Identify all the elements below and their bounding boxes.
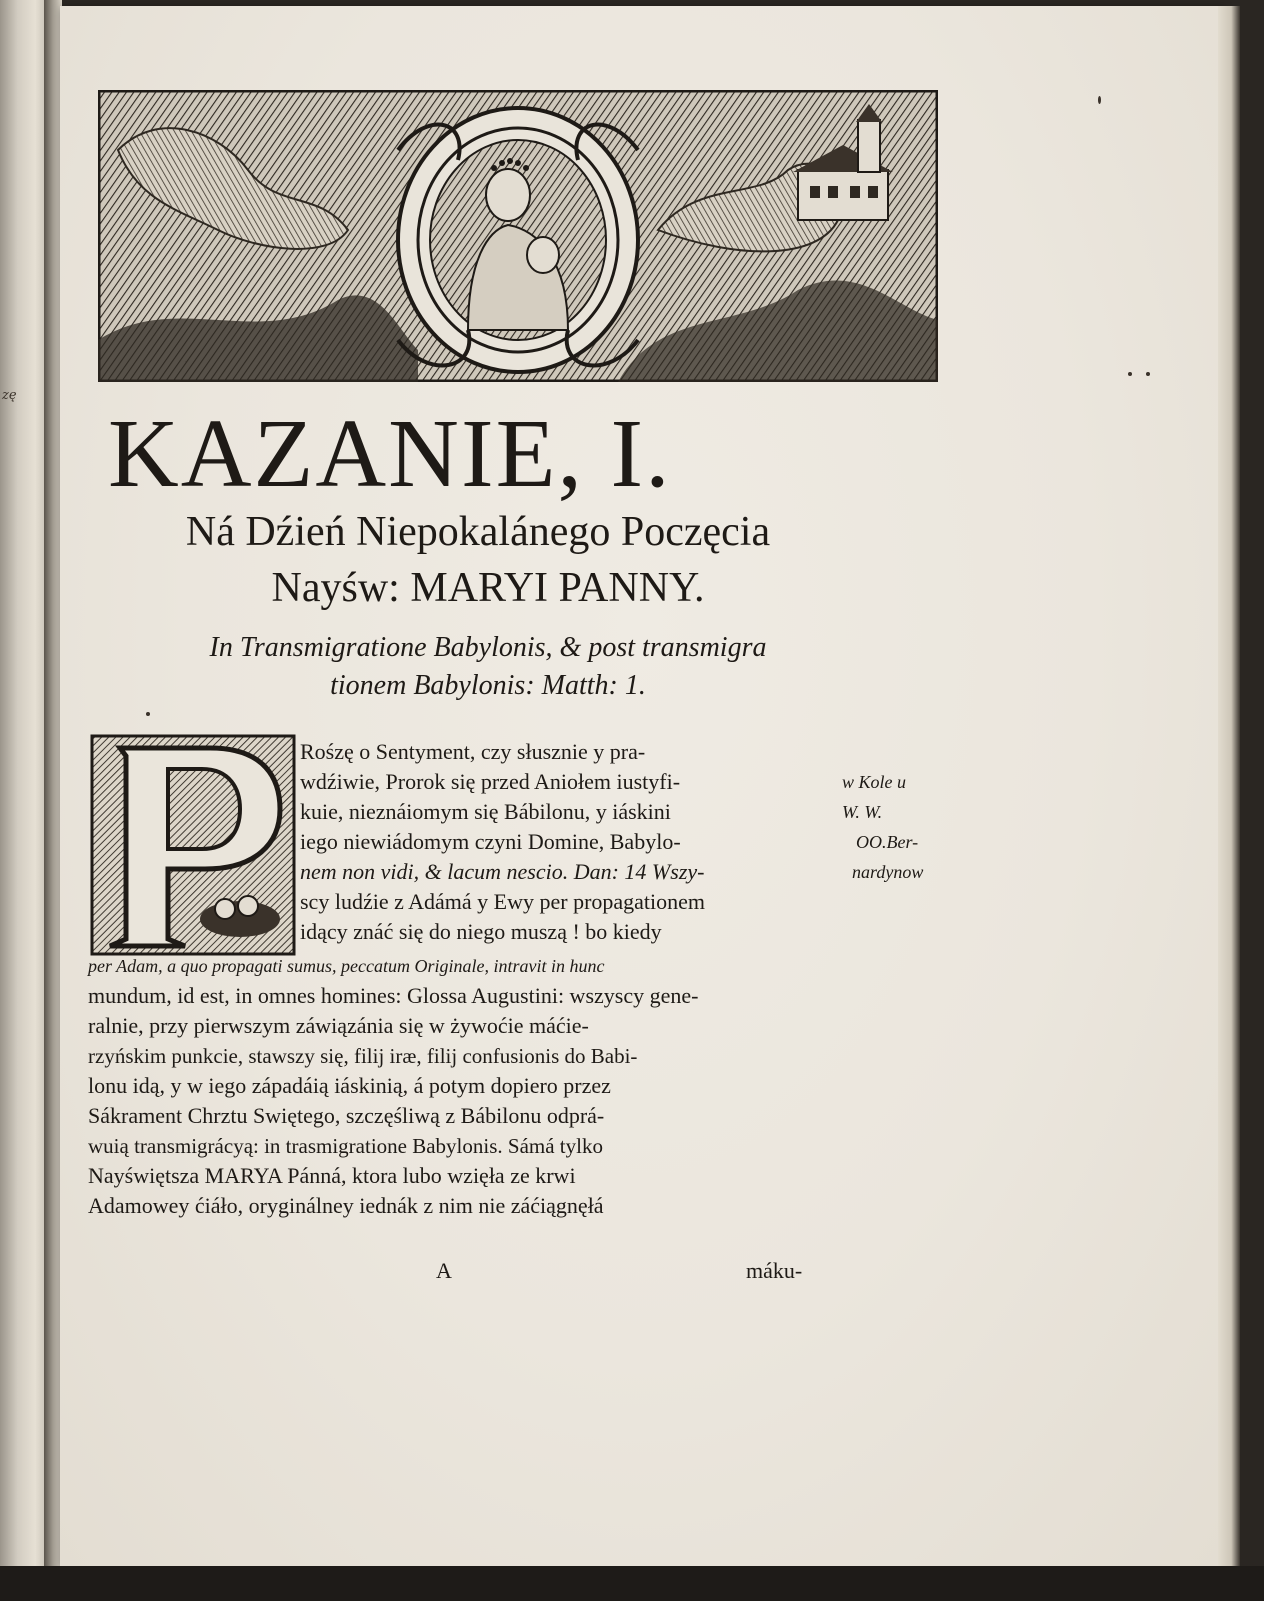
body-line-1: Rośzę o Sentyment, czy słusznie y pra- — [300, 739, 646, 764]
latin-epigraph-line-1: In Transmigratione Babylonis, & post transmigra — [209, 632, 767, 663]
body-line-11: rzyńskim punkcie, stawszy się, filij iræ, filij confusionis do Babi- — [88, 1044, 638, 1068]
margin-note-3: OO.Ber- — [856, 832, 919, 852]
subtitle-line-1: Ná Dźień Niepokalánego Poczęcia — [185, 509, 771, 555]
bottom-shadow — [0, 1566, 1264, 1601]
left-page-fragment: zę — [2, 388, 17, 403]
signature-mark: A — [436, 1258, 452, 1283]
subtitle-line-2: Nayśw: MARYI PANNY. — [271, 565, 705, 611]
body-line-9: mundum, id est, in omnes homines: Glossa Augustini: wszyscy gene- — [88, 983, 699, 1008]
body-line-4: iego niewiádomym czyni Domine, Babylo- — [300, 829, 681, 854]
body-line-5: nem non vidi, & lacum nescio. Dan: 14 Wszy- — [300, 859, 705, 884]
paper-speck — [1098, 96, 1101, 104]
body-line-2: wdźiwie, Prorok się przed Aniołem iustyfi- — [300, 769, 681, 794]
left-page-edge — [0, 0, 44, 1601]
woodcut-header-image — [98, 90, 938, 382]
paper-speck — [1128, 372, 1132, 376]
paper-speck — [146, 712, 150, 716]
body-line-6: scy ludźie z Adámá y Ewy per propagationem — [300, 889, 706, 914]
margin-note-2: W. W. — [842, 802, 883, 822]
latin-epigraph-line-2: tionem Babylonis: Matth: 1. — [330, 670, 646, 701]
margin-note-4: nardynow — [852, 862, 924, 882]
body-line-13: Sákrament Chrztu Swiętego, szczęśliwą z Bábilonu odprá- — [88, 1103, 605, 1128]
margin-note-1: w Kole u — [842, 772, 907, 792]
body-line-8: per Adam, a quo propagati sumus, peccatum Originale, intravit in hunc — [88, 956, 605, 976]
sermon-title: KAZANIE, I. — [108, 400, 672, 508]
body-line-10: ralnie, przy pierwszym záwiązánia się w żywoćie máćie- — [88, 1013, 589, 1038]
body-line-3: kuie, nieznáiomym się Bábilonu, y iáskini — [300, 799, 671, 824]
catchword: máku- — [746, 1258, 803, 1283]
paper-speck — [1146, 372, 1150, 376]
body-line-14: wuią transmigrácyą: in trasmigratione Babylonis. Sámá tylko — [88, 1134, 603, 1158]
page-edge — [1218, 6, 1240, 1566]
body-line-15: Nayświętsza MARYA Pánná, ktora lubo wzięła ze krwi — [88, 1163, 576, 1188]
decorated-initial-p — [90, 734, 296, 956]
body-line-16: Adamowey ćiáło, oryginálney iednák z nim nie záćiągnęłá — [88, 1193, 604, 1218]
body-line-7: idący znáć się do niego muszą ! bo kiedy — [300, 919, 662, 944]
body-line-12: lonu idą, y w iego západáią iáskinią, á potym dopiero przez — [88, 1073, 611, 1098]
